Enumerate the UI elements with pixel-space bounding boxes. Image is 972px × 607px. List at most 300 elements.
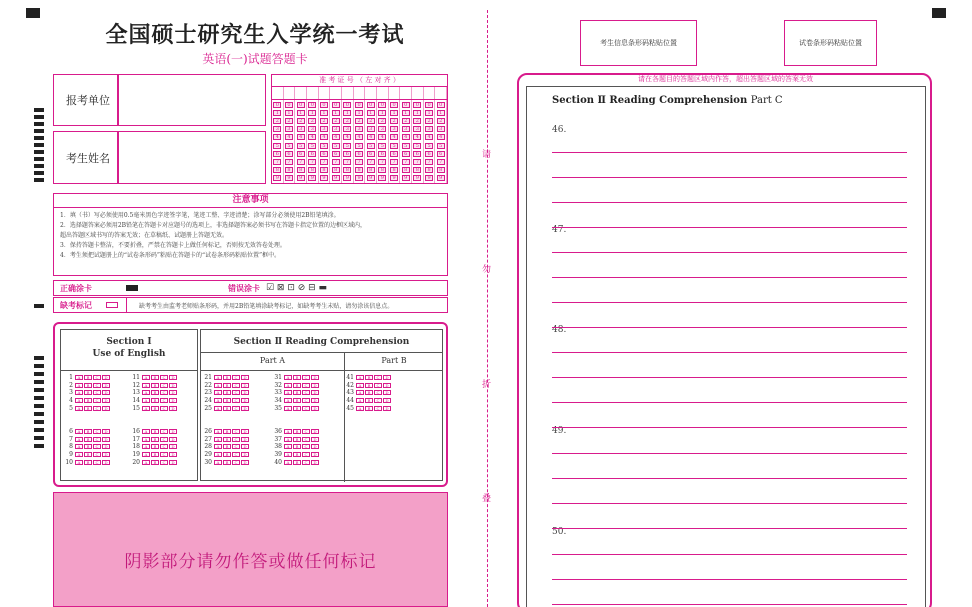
option-bubble[interactable]: B <box>84 429 92 434</box>
option-bubble[interactable]: B <box>293 390 301 395</box>
digit-bubble[interactable]: 8 <box>402 167 410 173</box>
option-bubble[interactable]: A <box>356 383 364 388</box>
digit-bubble[interactable]: 8 <box>285 167 293 173</box>
exam-number-bubbles[interactable] <box>272 100 447 183</box>
option-bubble[interactable]: C <box>160 429 168 434</box>
option-bubble[interactable]: C <box>160 444 168 449</box>
option-bubble[interactable]: A <box>142 437 150 442</box>
digit-bubble[interactable]: 5 <box>285 143 293 149</box>
digit-bubble[interactable]: 9 <box>390 175 398 181</box>
digit-bubble[interactable]: 8 <box>378 167 386 173</box>
exam-number-column[interactable] <box>354 100 366 183</box>
option-bubble[interactable]: B <box>223 452 231 457</box>
option-bubble[interactable]: A <box>75 390 83 395</box>
digit-bubble[interactable]: 7 <box>425 159 433 165</box>
option-bubble[interactable]: B <box>365 406 373 411</box>
option-bubble[interactable]: A <box>284 375 292 380</box>
option-bubble[interactable]: B <box>84 437 92 442</box>
question-group[interactable] <box>61 428 111 466</box>
exam-number-column[interactable] <box>272 100 284 183</box>
question-row[interactable] <box>61 382 111 390</box>
option-bubble[interactable]: D <box>311 406 319 411</box>
digit-bubble[interactable]: 7 <box>285 159 293 165</box>
digit-bubble[interactable]: 0 <box>367 102 375 108</box>
digit-bubble[interactable]: 0 <box>425 102 433 108</box>
digit-bubble[interactable]: 8 <box>367 167 375 173</box>
option-bubble[interactable]: A <box>214 398 222 403</box>
digit-bubble[interactable]: 4 <box>378 134 386 140</box>
option-bubble[interactable]: D <box>169 429 177 434</box>
option-bubble[interactable]: C <box>374 406 382 411</box>
digit-bubble[interactable]: 9 <box>402 175 410 181</box>
question-row[interactable] <box>128 374 178 382</box>
digit-bubble[interactable]: 7 <box>308 159 316 165</box>
digit-bubble[interactable]: 6 <box>378 151 386 157</box>
question-row[interactable] <box>61 374 111 382</box>
answer-line[interactable] <box>552 478 907 479</box>
option-bubble[interactable]: D <box>241 460 249 465</box>
option-bubble[interactable]: C <box>232 390 240 395</box>
option-bubble[interactable]: B <box>293 437 301 442</box>
digit-bubble[interactable]: 2 <box>320 118 328 124</box>
option-bubble[interactable]: A <box>214 383 222 388</box>
option-bubble[interactable]: A <box>75 383 83 388</box>
option-bubble[interactable]: B <box>223 398 231 403</box>
option-bubble[interactable]: A <box>75 452 83 457</box>
digit-bubble[interactable]: 1 <box>355 110 363 116</box>
exam-number-column[interactable] <box>424 100 436 183</box>
option-bubble[interactable]: C <box>232 398 240 403</box>
digit-bubble[interactable]: 9 <box>332 175 340 181</box>
answer-line[interactable] <box>552 579 907 580</box>
absent-bubble[interactable] <box>106 302 118 308</box>
answer-line[interactable] <box>552 252 907 253</box>
option-bubble[interactable]: D <box>102 398 110 403</box>
option-bubble[interactable]: B <box>293 398 301 403</box>
option-bubble[interactable]: B <box>84 444 92 449</box>
option-bubble[interactable]: D <box>169 398 177 403</box>
digit-bubble[interactable]: 9 <box>273 175 281 181</box>
option-bubble[interactable]: D <box>169 460 177 465</box>
digit-bubble[interactable]: 7 <box>413 159 421 165</box>
question-row[interactable] <box>128 436 178 444</box>
option-bubble[interactable]: D <box>383 398 391 403</box>
question-row[interactable] <box>200 397 250 405</box>
question-row[interactable] <box>270 443 320 451</box>
option-bubble[interactable]: B <box>223 406 231 411</box>
option-bubble[interactable]: A <box>284 383 292 388</box>
digit-bubble[interactable]: 3 <box>402 126 410 132</box>
unit-field[interactable] <box>118 74 266 126</box>
question-row[interactable] <box>61 404 111 412</box>
digit-bubble[interactable]: 6 <box>413 151 421 157</box>
question-row[interactable] <box>128 458 178 466</box>
option-bubble[interactable]: D <box>383 390 391 395</box>
digit-bubble[interactable]: 6 <box>320 151 328 157</box>
name-field[interactable] <box>118 131 266 184</box>
digit-bubble[interactable]: 6 <box>437 151 445 157</box>
exam-number-column[interactable] <box>284 100 296 183</box>
question-row[interactable] <box>200 382 250 390</box>
digit-bubble[interactable]: 1 <box>390 110 398 116</box>
digit-bubble[interactable]: 8 <box>390 167 398 173</box>
digit-bubble[interactable]: 4 <box>273 134 281 140</box>
digit-bubble[interactable]: 9 <box>320 175 328 181</box>
option-bubble[interactable]: D <box>241 390 249 395</box>
digit-bubble[interactable]: 6 <box>367 151 375 157</box>
question-row[interactable] <box>61 428 111 436</box>
question-row[interactable] <box>61 397 111 405</box>
digit-bubble[interactable]: 3 <box>413 126 421 132</box>
option-bubble[interactable]: A <box>356 398 364 403</box>
option-bubble[interactable]: A <box>75 429 83 434</box>
option-bubble[interactable]: D <box>311 429 319 434</box>
question-row[interactable] <box>200 404 250 412</box>
option-bubble[interactable]: D <box>102 460 110 465</box>
question-group[interactable] <box>342 374 392 412</box>
question-row[interactable] <box>270 374 320 382</box>
digit-bubble[interactable]: 7 <box>378 159 386 165</box>
question-row[interactable] <box>270 389 320 397</box>
digit-bubble[interactable]: 1 <box>308 110 316 116</box>
option-bubble[interactable]: A <box>214 437 222 442</box>
digit-bubble[interactable]: 6 <box>332 151 340 157</box>
question-row[interactable] <box>61 389 111 397</box>
option-bubble[interactable]: D <box>102 437 110 442</box>
option-bubble[interactable]: C <box>93 460 101 465</box>
option-bubble[interactable]: C <box>93 406 101 411</box>
question-row[interactable] <box>128 404 178 412</box>
digit-bubble[interactable]: 3 <box>308 126 316 132</box>
digit-bubble[interactable]: 0 <box>343 102 351 108</box>
digit-bubble[interactable]: 5 <box>273 143 281 149</box>
question-group[interactable] <box>200 428 250 466</box>
exam-number-write-row[interactable] <box>272 87 447 100</box>
option-bubble[interactable]: A <box>142 406 150 411</box>
question-row[interactable] <box>61 451 111 459</box>
option-bubble[interactable]: C <box>93 437 101 442</box>
answer-line[interactable] <box>552 227 907 228</box>
digit-bubble[interactable]: 8 <box>297 167 305 173</box>
answer-line[interactable] <box>552 352 907 353</box>
option-bubble[interactable]: A <box>75 398 83 403</box>
digit-bubble[interactable]: 9 <box>425 175 433 181</box>
answer-line[interactable] <box>552 177 907 178</box>
answer-line[interactable] <box>552 528 907 529</box>
question-group[interactable] <box>270 374 320 412</box>
option-bubble[interactable]: B <box>365 383 373 388</box>
digit-bubble[interactable]: 8 <box>425 167 433 173</box>
option-bubble[interactable]: C <box>160 406 168 411</box>
option-bubble[interactable]: C <box>232 437 240 442</box>
question-group[interactable] <box>128 374 178 412</box>
digit-bubble[interactable]: 5 <box>378 143 386 149</box>
question-row[interactable] <box>128 389 178 397</box>
digit-bubble[interactable]: 0 <box>285 102 293 108</box>
option-bubble[interactable]: A <box>214 460 222 465</box>
exam-number-column[interactable] <box>400 100 412 183</box>
option-bubble[interactable]: D <box>169 406 177 411</box>
option-bubble[interactable]: D <box>241 437 249 442</box>
answer-line[interactable] <box>552 554 907 555</box>
digit-bubble[interactable]: 7 <box>402 159 410 165</box>
answer-line[interactable] <box>552 327 907 328</box>
option-bubble[interactable]: C <box>302 375 310 380</box>
option-bubble[interactable]: D <box>383 375 391 380</box>
option-bubble[interactable]: A <box>214 452 222 457</box>
option-bubble[interactable]: D <box>102 406 110 411</box>
question-row[interactable] <box>200 443 250 451</box>
option-bubble[interactable]: B <box>223 429 231 434</box>
digit-bubble[interactable]: 1 <box>332 110 340 116</box>
option-bubble[interactable]: A <box>75 444 83 449</box>
digit-bubble[interactable]: 1 <box>367 110 375 116</box>
digit-bubble[interactable]: 3 <box>332 126 340 132</box>
digit-bubble[interactable]: 5 <box>402 143 410 149</box>
option-bubble[interactable]: C <box>160 375 168 380</box>
exam-number-column[interactable] <box>435 100 447 183</box>
digit-bubble[interactable]: 4 <box>367 134 375 140</box>
question-row[interactable] <box>128 451 178 459</box>
option-bubble[interactable]: B <box>365 375 373 380</box>
question-row[interactable] <box>128 397 178 405</box>
option-bubble[interactable]: C <box>160 383 168 388</box>
digit-bubble[interactable]: 3 <box>320 126 328 132</box>
answer-line[interactable] <box>552 277 907 278</box>
option-bubble[interactable]: D <box>169 444 177 449</box>
option-bubble[interactable]: D <box>311 390 319 395</box>
digit-bubble[interactable]: 0 <box>320 102 328 108</box>
digit-bubble[interactable]: 2 <box>367 118 375 124</box>
digit-bubble[interactable]: 1 <box>273 110 281 116</box>
option-bubble[interactable]: B <box>84 452 92 457</box>
option-bubble[interactable]: A <box>284 398 292 403</box>
option-bubble[interactable]: C <box>302 460 310 465</box>
option-bubble[interactable]: D <box>311 398 319 403</box>
option-bubble[interactable]: B <box>84 390 92 395</box>
option-bubble[interactable]: D <box>383 383 391 388</box>
option-bubble[interactable]: B <box>293 406 301 411</box>
digit-bubble[interactable]: 4 <box>343 134 351 140</box>
digit-bubble[interactable]: 2 <box>402 118 410 124</box>
digit-bubble[interactable]: 1 <box>320 110 328 116</box>
option-bubble[interactable]: D <box>169 375 177 380</box>
option-bubble[interactable]: B <box>84 398 92 403</box>
option-bubble[interactable]: C <box>302 398 310 403</box>
digit-bubble[interactable]: 0 <box>413 102 421 108</box>
digit-bubble[interactable]: 5 <box>390 143 398 149</box>
question-row[interactable] <box>200 436 250 444</box>
option-bubble[interactable]: B <box>293 444 301 449</box>
option-bubble[interactable]: B <box>84 406 92 411</box>
option-bubble[interactable]: C <box>160 398 168 403</box>
digit-bubble[interactable]: 5 <box>343 143 351 149</box>
digit-bubble[interactable]: 5 <box>297 143 305 149</box>
option-bubble[interactable]: B <box>293 460 301 465</box>
option-bubble[interactable]: C <box>302 390 310 395</box>
digit-bubble[interactable]: 3 <box>285 126 293 132</box>
option-bubble[interactable]: C <box>374 375 382 380</box>
digit-bubble[interactable]: 7 <box>320 159 328 165</box>
digit-bubble[interactable]: 9 <box>308 175 316 181</box>
question-row[interactable] <box>128 428 178 436</box>
question-row[interactable] <box>270 458 320 466</box>
digit-bubble[interactable]: 3 <box>425 126 433 132</box>
question-row[interactable] <box>270 451 320 459</box>
digit-bubble[interactable]: 3 <box>297 126 305 132</box>
option-bubble[interactable]: B <box>151 452 159 457</box>
digit-bubble[interactable]: 4 <box>297 134 305 140</box>
question-row[interactable] <box>270 397 320 405</box>
option-bubble[interactable]: A <box>142 429 150 434</box>
option-bubble[interactable]: A <box>284 390 292 395</box>
digit-bubble[interactable]: 7 <box>390 159 398 165</box>
digit-bubble[interactable]: 8 <box>355 167 363 173</box>
option-bubble[interactable]: C <box>232 375 240 380</box>
digit-bubble[interactable]: 3 <box>343 126 351 132</box>
digit-bubble[interactable]: 8 <box>343 167 351 173</box>
option-bubble[interactable]: C <box>302 452 310 457</box>
digit-bubble[interactable]: 4 <box>425 134 433 140</box>
question-row[interactable] <box>200 451 250 459</box>
option-bubble[interactable]: C <box>93 398 101 403</box>
exam-number-column[interactable] <box>412 100 424 183</box>
digit-bubble[interactable]: 4 <box>390 134 398 140</box>
option-bubble[interactable]: D <box>169 452 177 457</box>
option-bubble[interactable]: B <box>151 375 159 380</box>
digit-bubble[interactable]: 3 <box>378 126 386 132</box>
digit-bubble[interactable]: 5 <box>355 143 363 149</box>
question-group[interactable] <box>128 428 178 466</box>
option-bubble[interactable]: C <box>160 452 168 457</box>
digit-bubble[interactable]: 7 <box>343 159 351 165</box>
digit-bubble[interactable]: 6 <box>355 151 363 157</box>
digit-bubble[interactable]: 3 <box>437 126 445 132</box>
digit-bubble[interactable]: 5 <box>320 143 328 149</box>
option-bubble[interactable]: A <box>214 390 222 395</box>
digit-bubble[interactable]: 9 <box>378 175 386 181</box>
option-bubble[interactable]: C <box>302 429 310 434</box>
option-bubble[interactable]: D <box>241 452 249 457</box>
digit-bubble[interactable]: 6 <box>343 151 351 157</box>
option-bubble[interactable]: C <box>93 383 101 388</box>
option-bubble[interactable]: D <box>102 444 110 449</box>
answer-line[interactable] <box>552 427 907 428</box>
digit-bubble[interactable]: 1 <box>285 110 293 116</box>
option-bubble[interactable]: C <box>302 406 310 411</box>
digit-bubble[interactable]: 1 <box>378 110 386 116</box>
option-bubble[interactable]: D <box>241 444 249 449</box>
option-bubble[interactable]: A <box>75 460 83 465</box>
option-bubble[interactable]: A <box>142 375 150 380</box>
option-bubble[interactable]: A <box>214 375 222 380</box>
exam-number-column[interactable] <box>330 100 342 183</box>
exam-number-column[interactable] <box>365 100 377 183</box>
digit-bubble[interactable]: 2 <box>425 118 433 124</box>
option-bubble[interactable]: A <box>142 390 150 395</box>
digit-bubble[interactable]: 9 <box>343 175 351 181</box>
digit-bubble[interactable]: 5 <box>332 143 340 149</box>
digit-bubble[interactable]: 7 <box>367 159 375 165</box>
option-bubble[interactable]: B <box>293 383 301 388</box>
question-row[interactable] <box>270 404 320 412</box>
digit-bubble[interactable]: 7 <box>332 159 340 165</box>
option-bubble[interactable]: A <box>284 406 292 411</box>
digit-bubble[interactable]: 5 <box>437 143 445 149</box>
option-bubble[interactable]: D <box>169 437 177 442</box>
digit-bubble[interactable]: 3 <box>273 126 281 132</box>
question-row[interactable] <box>270 428 320 436</box>
exam-number-column[interactable] <box>342 100 354 183</box>
question-row[interactable] <box>342 389 392 397</box>
answer-line[interactable] <box>552 152 907 153</box>
option-bubble[interactable]: D <box>311 375 319 380</box>
digit-bubble[interactable]: 0 <box>390 102 398 108</box>
digit-bubble[interactable]: 7 <box>273 159 281 165</box>
option-bubble[interactable]: D <box>383 406 391 411</box>
option-bubble[interactable]: B <box>84 383 92 388</box>
option-bubble[interactable]: D <box>311 437 319 442</box>
answer-line[interactable] <box>552 302 907 303</box>
option-bubble[interactable]: B <box>151 383 159 388</box>
option-bubble[interactable]: D <box>169 390 177 395</box>
digit-bubble[interactable]: 2 <box>285 118 293 124</box>
option-bubble[interactable]: C <box>93 375 101 380</box>
digit-bubble[interactable]: 2 <box>437 118 445 124</box>
question-row[interactable] <box>61 443 111 451</box>
digit-bubble[interactable]: 0 <box>308 102 316 108</box>
option-bubble[interactable]: B <box>223 375 231 380</box>
digit-bubble[interactable]: 8 <box>437 167 445 173</box>
digit-bubble[interactable]: 1 <box>437 110 445 116</box>
digit-bubble[interactable]: 3 <box>390 126 398 132</box>
question-row[interactable] <box>200 428 250 436</box>
option-bubble[interactable]: D <box>311 383 319 388</box>
option-bubble[interactable]: A <box>284 437 292 442</box>
digit-bubble[interactable]: 5 <box>425 143 433 149</box>
option-bubble[interactable]: B <box>151 460 159 465</box>
digit-bubble[interactable]: 9 <box>285 175 293 181</box>
option-bubble[interactable]: D <box>241 398 249 403</box>
question-group[interactable] <box>61 374 111 412</box>
digit-bubble[interactable]: 2 <box>343 118 351 124</box>
digit-bubble[interactable]: 6 <box>297 151 305 157</box>
option-bubble[interactable]: C <box>160 460 168 465</box>
question-row[interactable] <box>342 397 392 405</box>
option-bubble[interactable]: D <box>102 429 110 434</box>
digit-bubble[interactable]: 4 <box>332 134 340 140</box>
digit-bubble[interactable]: 4 <box>437 134 445 140</box>
answer-line[interactable] <box>552 377 907 378</box>
digit-bubble[interactable]: 6 <box>390 151 398 157</box>
option-bubble[interactable]: C <box>232 383 240 388</box>
digit-bubble[interactable]: 2 <box>378 118 386 124</box>
digit-bubble[interactable]: 2 <box>390 118 398 124</box>
digit-bubble[interactable]: 7 <box>355 159 363 165</box>
digit-bubble[interactable]: 2 <box>332 118 340 124</box>
option-bubble[interactable]: B <box>365 390 373 395</box>
digit-bubble[interactable]: 9 <box>355 175 363 181</box>
option-bubble[interactable]: A <box>284 460 292 465</box>
digit-bubble[interactable]: 8 <box>308 167 316 173</box>
digit-bubble[interactable]: 4 <box>355 134 363 140</box>
digit-bubble[interactable]: 5 <box>413 143 421 149</box>
option-bubble[interactable]: C <box>232 429 240 434</box>
digit-bubble[interactable]: 8 <box>273 167 281 173</box>
option-bubble[interactable]: B <box>223 444 231 449</box>
digit-bubble[interactable]: 0 <box>402 102 410 108</box>
option-bubble[interactable]: D <box>102 452 110 457</box>
